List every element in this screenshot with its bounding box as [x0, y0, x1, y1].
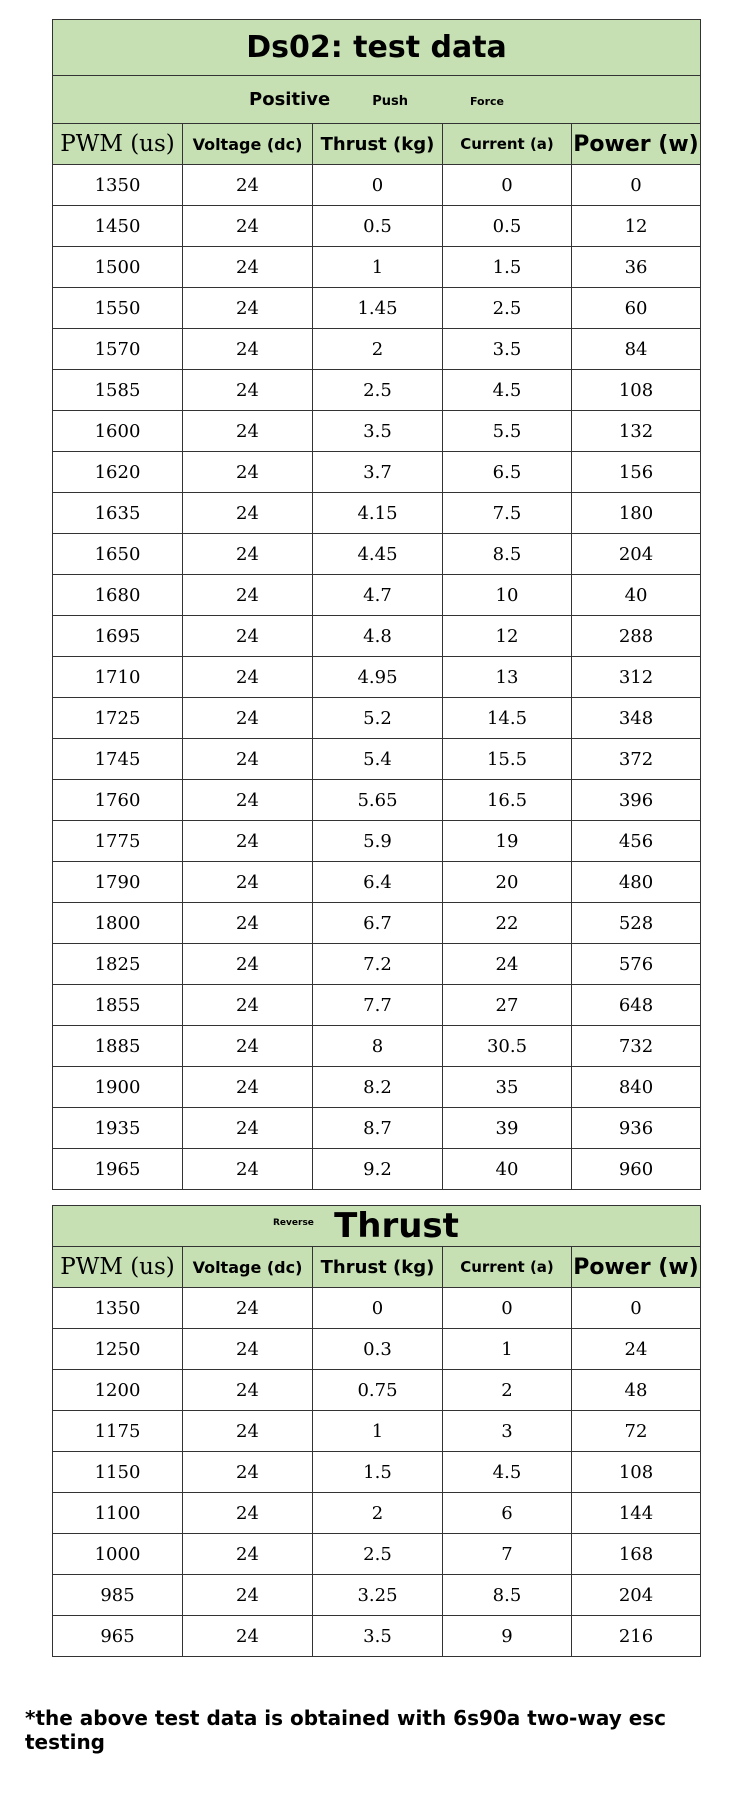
- cell-current: 6.5: [443, 452, 572, 493]
- cell-pwm: 1500: [53, 247, 183, 288]
- cell-current: 14.5: [443, 698, 572, 739]
- cell-power: 204: [572, 534, 701, 575]
- cell-current: 6: [443, 1493, 572, 1534]
- cell-pwm: 1710: [53, 657, 183, 698]
- table-row: [53, 1288, 701, 1329]
- cell-current: 3.5: [443, 329, 572, 370]
- cell-power: 12: [572, 206, 701, 247]
- table-row: [53, 329, 701, 370]
- cell-current: 27: [443, 985, 572, 1026]
- cell-pwm: 1585: [53, 370, 183, 411]
- reverse-test-table: [52, 1205, 701, 1657]
- header-current: Current (a): [443, 1247, 572, 1288]
- cell-thrust: 2: [313, 329, 443, 370]
- cell-voltage: 24: [183, 1493, 313, 1534]
- cell-pwm: 1570: [53, 329, 183, 370]
- cell-voltage: 24: [183, 493, 313, 534]
- cell-voltage: 24: [183, 1149, 313, 1190]
- cell-thrust: 1.5: [313, 1452, 443, 1493]
- cell-thrust: 5.2: [313, 698, 443, 739]
- cell-voltage: 24: [183, 1108, 313, 1149]
- cell-voltage: 24: [183, 1329, 313, 1370]
- cell-pwm: 1900: [53, 1067, 183, 1108]
- header-pwm: PWM (us): [53, 124, 183, 165]
- cell-current: 7: [443, 1534, 572, 1575]
- cell-current: 13: [443, 657, 572, 698]
- cell-voltage: 24: [183, 247, 313, 288]
- cell-current: 5.5: [443, 411, 572, 452]
- cell-pwm: 1150: [53, 1452, 183, 1493]
- cell-pwm: 1800: [53, 903, 183, 944]
- cell-thrust: 0.75: [313, 1370, 443, 1411]
- cell-power: 48: [572, 1370, 701, 1411]
- cell-power: 204: [572, 1575, 701, 1616]
- cell-power: 480: [572, 862, 701, 903]
- cell-power: 648: [572, 985, 701, 1026]
- table-row: [53, 862, 701, 903]
- cell-pwm: 1600: [53, 411, 183, 452]
- cell-voltage: 24: [183, 370, 313, 411]
- table-row: [53, 739, 701, 780]
- table-row: [53, 1493, 701, 1534]
- cell-voltage: 24: [183, 288, 313, 329]
- cell-thrust: 5.4: [313, 739, 443, 780]
- cell-voltage: 24: [183, 534, 313, 575]
- table-row: [53, 288, 701, 329]
- cell-thrust: 2: [313, 1493, 443, 1534]
- subtitle-word-positive: Positive: [249, 89, 331, 110]
- table-row: [53, 575, 701, 616]
- cell-thrust: 0.5: [313, 206, 443, 247]
- cell-voltage: 24: [183, 1288, 313, 1329]
- cell-current: 0.5: [443, 206, 572, 247]
- cell-current: 20: [443, 862, 572, 903]
- cell-power: 348: [572, 698, 701, 739]
- cell-pwm: 1250: [53, 1329, 183, 1370]
- cell-voltage: 24: [183, 1534, 313, 1575]
- cell-thrust: 5.9: [313, 821, 443, 862]
- cell-pwm: 1885: [53, 1026, 183, 1067]
- cell-current: 16.5: [443, 780, 572, 821]
- table-row: [53, 1108, 701, 1149]
- cell-thrust: 2.5: [313, 1534, 443, 1575]
- cell-pwm: 1620: [53, 452, 183, 493]
- table-row: [53, 1575, 701, 1616]
- table-row: [53, 1329, 701, 1370]
- header-voltage: Voltage (dc): [183, 124, 313, 165]
- cell-power: 456: [572, 821, 701, 862]
- table-row: [53, 1026, 701, 1067]
- header-row: [53, 124, 701, 165]
- table-row: [53, 698, 701, 739]
- cell-pwm: 1450: [53, 206, 183, 247]
- cell-pwm: 985: [53, 1575, 183, 1616]
- cell-thrust: 7.7: [313, 985, 443, 1026]
- reverse-title-small: Reverse: [273, 1218, 314, 1228]
- cell-thrust: 0.3: [313, 1329, 443, 1370]
- cell-voltage: 24: [183, 616, 313, 657]
- cell-current: 35: [443, 1067, 572, 1108]
- cell-pwm: 1175: [53, 1411, 183, 1452]
- cell-power: 216: [572, 1616, 701, 1657]
- reverse-title-big: Thrust: [334, 1206, 459, 1246]
- cell-current: 2: [443, 1370, 572, 1411]
- cell-pwm: 1760: [53, 780, 183, 821]
- cell-pwm: 1745: [53, 739, 183, 780]
- header-voltage: Voltage (dc): [183, 1247, 313, 1288]
- cell-pwm: 1100: [53, 1493, 183, 1534]
- cell-thrust: 4.15: [313, 493, 443, 534]
- cell-thrust: 1: [313, 1411, 443, 1452]
- cell-thrust: 3.25: [313, 1575, 443, 1616]
- table-row: [53, 206, 701, 247]
- cell-voltage: 24: [183, 1411, 313, 1452]
- table-row: [53, 493, 701, 534]
- header-thrust: Thrust (kg): [313, 124, 443, 165]
- cell-current: 9: [443, 1616, 572, 1657]
- cell-pwm: 1650: [53, 534, 183, 575]
- cell-pwm: 1550: [53, 288, 183, 329]
- cell-voltage: 24: [183, 1452, 313, 1493]
- cell-voltage: 24: [183, 698, 313, 739]
- cell-pwm: 1775: [53, 821, 183, 862]
- cell-thrust: 4.8: [313, 616, 443, 657]
- cell-thrust: 6.7: [313, 903, 443, 944]
- cell-power: 40: [572, 575, 701, 616]
- cell-voltage: 24: [183, 329, 313, 370]
- cell-thrust: 4.95: [313, 657, 443, 698]
- cell-voltage: 24: [183, 575, 313, 616]
- cell-voltage: 24: [183, 780, 313, 821]
- header-current: Current (a): [443, 124, 572, 165]
- table-title: Ds02: test data: [53, 20, 701, 76]
- cell-power: 840: [572, 1067, 701, 1108]
- table-row: [53, 534, 701, 575]
- cell-thrust: 4.7: [313, 575, 443, 616]
- cell-current: 39: [443, 1108, 572, 1149]
- cell-power: 60: [572, 288, 701, 329]
- cell-pwm: 1725: [53, 698, 183, 739]
- cell-pwm: 1965: [53, 1149, 183, 1190]
- cell-current: 7.5: [443, 493, 572, 534]
- reverse-title: [53, 1206, 701, 1247]
- cell-thrust: 9.2: [313, 1149, 443, 1190]
- cell-thrust: 1.45: [313, 288, 443, 329]
- cell-voltage: 24: [183, 739, 313, 780]
- cell-current: 22: [443, 903, 572, 944]
- table-subtitle: [53, 76, 701, 124]
- table-row: [53, 1411, 701, 1452]
- cell-pwm: 1680: [53, 575, 183, 616]
- cell-pwm: 1000: [53, 1534, 183, 1575]
- table-row: [53, 616, 701, 657]
- header-thrust: Thrust (kg): [313, 1247, 443, 1288]
- cell-power: 528: [572, 903, 701, 944]
- cell-voltage: 24: [183, 1575, 313, 1616]
- cell-thrust: 0: [313, 165, 443, 206]
- cell-thrust: 3.5: [313, 1616, 443, 1657]
- cell-current: 2.5: [443, 288, 572, 329]
- table-row: [53, 1534, 701, 1575]
- cell-voltage: 24: [183, 1370, 313, 1411]
- cell-power: 936: [572, 1108, 701, 1149]
- cell-power: 372: [572, 739, 701, 780]
- cell-thrust: 3.7: [313, 452, 443, 493]
- cell-power: 288: [572, 616, 701, 657]
- cell-current: 12: [443, 616, 572, 657]
- header-row: [53, 1247, 701, 1288]
- subtitle-word-push: Push: [372, 94, 408, 109]
- cell-power: 168: [572, 1534, 701, 1575]
- cell-thrust: 3.5: [313, 411, 443, 452]
- header-pwm: PWM (us): [53, 1247, 183, 1288]
- cell-power: 36: [572, 247, 701, 288]
- cell-thrust: 1: [313, 247, 443, 288]
- table-row: [53, 944, 701, 985]
- table-row: [53, 452, 701, 493]
- cell-pwm: 1825: [53, 944, 183, 985]
- cell-power: 312: [572, 657, 701, 698]
- cell-current: 8.5: [443, 1575, 572, 1616]
- cell-thrust: 0: [313, 1288, 443, 1329]
- cell-power: 144: [572, 1493, 701, 1534]
- cell-pwm: 1695: [53, 616, 183, 657]
- cell-voltage: 24: [183, 903, 313, 944]
- cell-power: 732: [572, 1026, 701, 1067]
- table-row: [53, 370, 701, 411]
- cell-power: 180: [572, 493, 701, 534]
- cell-power: 72: [572, 1411, 701, 1452]
- cell-current: 4.5: [443, 370, 572, 411]
- table-row: [53, 780, 701, 821]
- cell-power: 108: [572, 370, 701, 411]
- table-row: [53, 821, 701, 862]
- positive-test-table: [52, 19, 701, 1190]
- cell-pwm: 1790: [53, 862, 183, 903]
- cell-voltage: 24: [183, 206, 313, 247]
- cell-current: 0: [443, 1288, 572, 1329]
- header-power: Power (w): [572, 1247, 701, 1288]
- cell-pwm: 1855: [53, 985, 183, 1026]
- cell-pwm: 965: [53, 1616, 183, 1657]
- footnote: *the above test data is obtained with 6s90a two-way esc testing: [25, 1706, 667, 1754]
- subtitle-word-force: Force: [469, 95, 504, 108]
- cell-voltage: 24: [183, 1026, 313, 1067]
- cell-current: 8.5: [443, 534, 572, 575]
- cell-power: 576: [572, 944, 701, 985]
- cell-voltage: 24: [183, 411, 313, 452]
- cell-thrust: 2.5: [313, 370, 443, 411]
- cell-pwm: 1200: [53, 1370, 183, 1411]
- table-row: [53, 1370, 701, 1411]
- table-row: [53, 1616, 701, 1657]
- table-row: [53, 411, 701, 452]
- table-row: [53, 165, 701, 206]
- cell-current: 3: [443, 1411, 572, 1452]
- cell-voltage: 24: [183, 165, 313, 206]
- cell-thrust: 8.2: [313, 1067, 443, 1108]
- cell-thrust: 8.7: [313, 1108, 443, 1149]
- cell-voltage: 24: [183, 944, 313, 985]
- cell-pwm: 1935: [53, 1108, 183, 1149]
- table-row: [53, 657, 701, 698]
- cell-power: 108: [572, 1452, 701, 1493]
- table-row: [53, 1067, 701, 1108]
- cell-pwm: 1635: [53, 493, 183, 534]
- cell-voltage: 24: [183, 862, 313, 903]
- cell-thrust: 8: [313, 1026, 443, 1067]
- cell-power: 156: [572, 452, 701, 493]
- table-row: [53, 903, 701, 944]
- cell-pwm: 1350: [53, 165, 183, 206]
- cell-voltage: 24: [183, 821, 313, 862]
- header-power: Power (w): [572, 124, 701, 165]
- cell-power: 0: [572, 1288, 701, 1329]
- cell-current: 0: [443, 165, 572, 206]
- table-row: [53, 985, 701, 1026]
- cell-thrust: 7.2: [313, 944, 443, 985]
- table-row: [53, 1149, 701, 1190]
- cell-thrust: 5.65: [313, 780, 443, 821]
- cell-current: 30.5: [443, 1026, 572, 1067]
- cell-power: 0: [572, 165, 701, 206]
- cell-power: 960: [572, 1149, 701, 1190]
- table-row: [53, 1452, 701, 1493]
- cell-pwm: 1350: [53, 1288, 183, 1329]
- cell-current: 10: [443, 575, 572, 616]
- cell-voltage: 24: [183, 657, 313, 698]
- cell-current: 15.5: [443, 739, 572, 780]
- cell-current: 40: [443, 1149, 572, 1190]
- cell-voltage: 24: [183, 1616, 313, 1657]
- table-row: [53, 247, 701, 288]
- cell-current: 4.5: [443, 1452, 572, 1493]
- cell-current: 1.5: [443, 247, 572, 288]
- cell-thrust: 6.4: [313, 862, 443, 903]
- cell-voltage: 24: [183, 985, 313, 1026]
- cell-power: 132: [572, 411, 701, 452]
- cell-current: 1: [443, 1329, 572, 1370]
- cell-power: 396: [572, 780, 701, 821]
- cell-current: 24: [443, 944, 572, 985]
- cell-voltage: 24: [183, 452, 313, 493]
- cell-current: 19: [443, 821, 572, 862]
- cell-power: 84: [572, 329, 701, 370]
- cell-voltage: 24: [183, 1067, 313, 1108]
- cell-thrust: 4.45: [313, 534, 443, 575]
- cell-power: 24: [572, 1329, 701, 1370]
